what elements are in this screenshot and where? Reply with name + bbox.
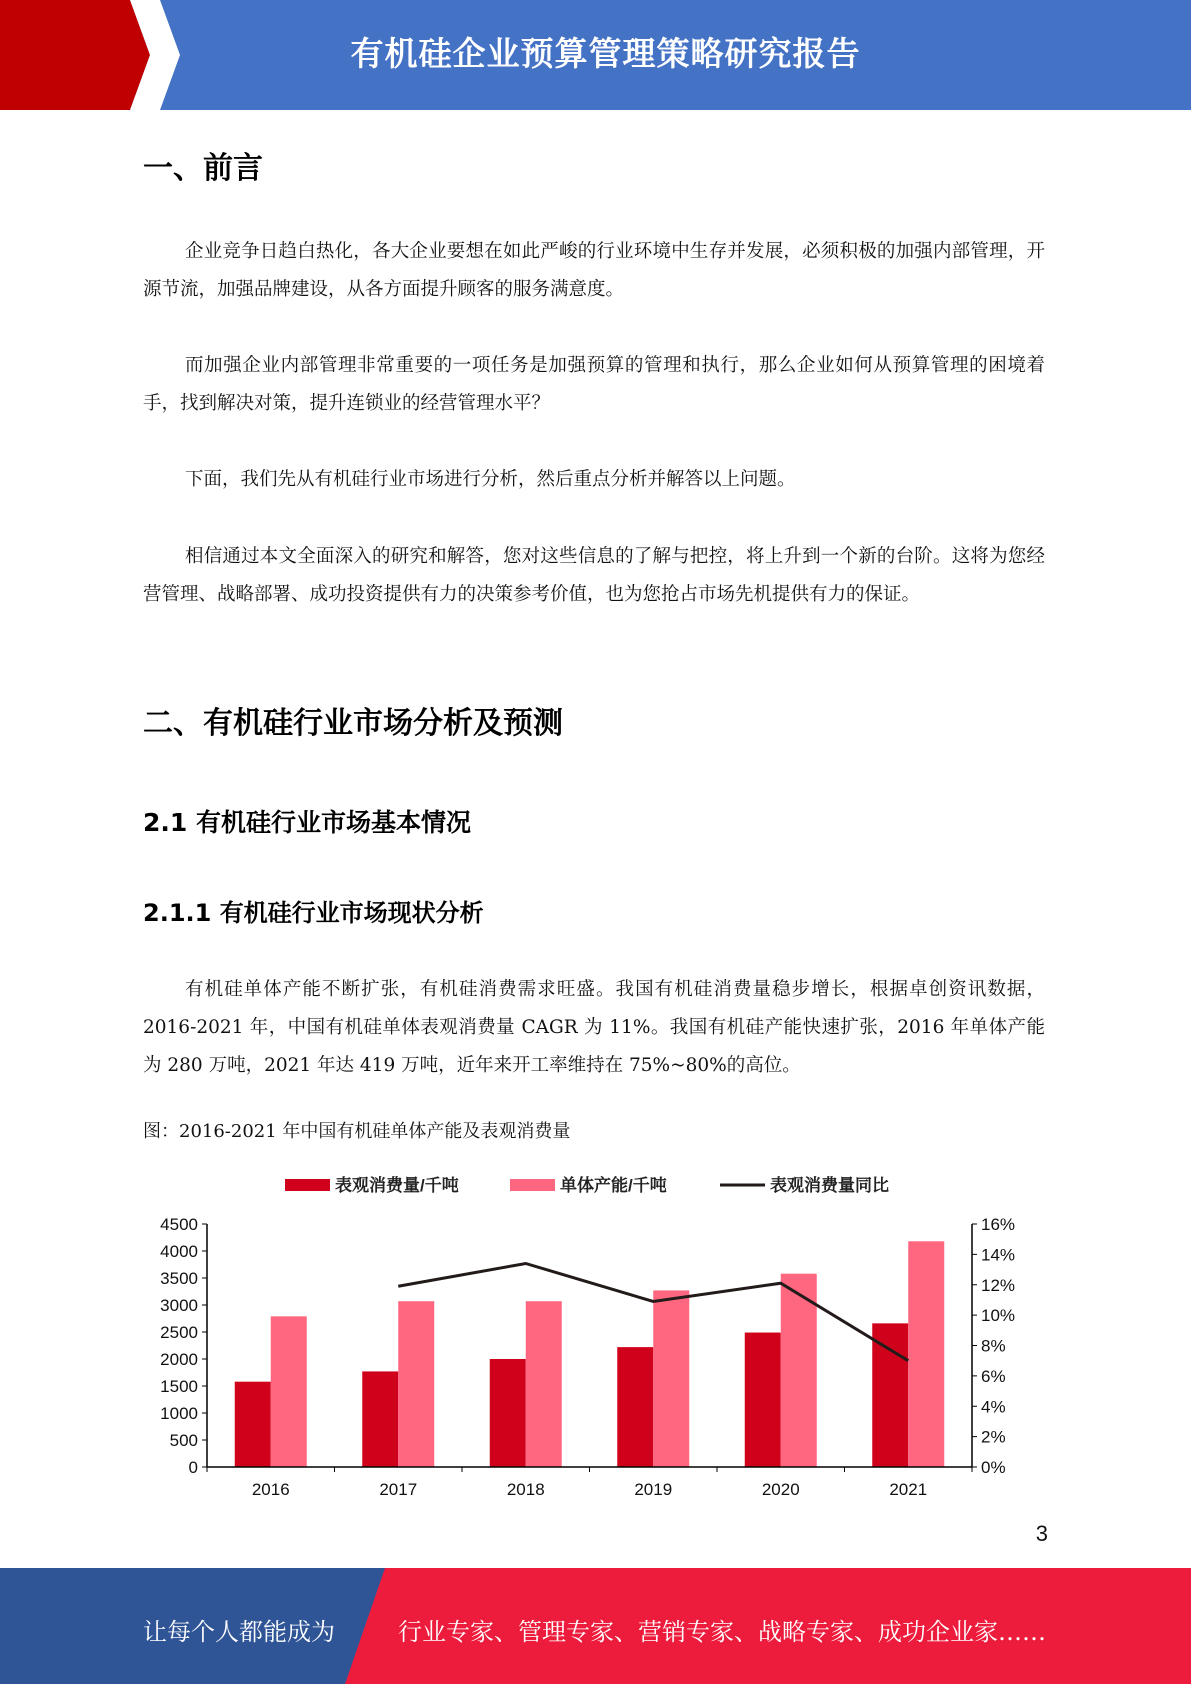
y-tick-label-right: 8% [981, 1336, 1006, 1356]
legend-swatch [285, 1179, 330, 1191]
bar [872, 1323, 908, 1467]
legend-label: 表观消费量/千吨 [335, 1176, 459, 1195]
section-2-1-1-title: 2.1.1 有机硅行业市场现状分析 [143, 899, 484, 927]
y-tick-label-left: 3500 [160, 1269, 198, 1288]
section-1-paragraph-4: 相信通过本文全面深入的研究和解答，您对这些信息的了解与把控，将上升到一个新的台阶。这将为您经营管理、战略部署、成功投资提供有力的决策参考价值，也为您抢占市场先机提供有力的保证。 [143, 546, 1045, 605]
y-tick-label-left: 2500 [160, 1323, 198, 1342]
bar [653, 1290, 689, 1467]
y-tick-label-right: 12% [981, 1275, 1016, 1295]
legend-label: 单体产能/千吨 [560, 1176, 667, 1195]
x-tick-label: 2019 [634, 1480, 673, 1499]
y-tick-label-right: 4% [981, 1397, 1006, 1417]
x-tick-label: 2020 [761, 1480, 800, 1499]
section-2-1-1-paragraph: 有机硅单体产能不断扩张，有机硅消费需求旺盛。我国有机硅消费量稳步增长，根据卓创资讯数据，2016-2021 年，中国有机硅单体表观消费量 CAGR 为 11%。我国有机硅产能快速扩张，2016 年单体产能为 280 万吨，2021 年达 419 万吨，近年来开工率维持在 75%~80%的高位。 [143, 979, 1045, 1076]
bar [398, 1301, 434, 1467]
figure-caption: 图：2016-2021 年中国有机硅单体产能及表观消费量 [143, 1121, 571, 1142]
y-tick-label-left: 500 [169, 1431, 198, 1450]
section-1-title: 一、前言 [143, 151, 263, 186]
y-tick-label-left: 4000 [160, 1242, 198, 1261]
bar [745, 1333, 781, 1467]
x-tick-label: 2018 [506, 1480, 545, 1499]
bar [235, 1382, 271, 1467]
footer-slogan-right: 行业专家、管理专家、营销专家、战略专家、成功企业家…… [398, 1618, 1046, 1646]
y-tick-label-right: 10% [981, 1306, 1016, 1326]
y-tick-label-right: 6% [981, 1366, 1006, 1386]
y-tick-label-right: 2% [981, 1427, 1006, 1447]
legend-label: 表观消费量同比 [770, 1176, 889, 1195]
x-tick-label: 2021 [889, 1480, 928, 1499]
page-footer [0, 1568, 1191, 1684]
section-2-title: 二、有机硅行业市场分析及预测 [143, 706, 563, 741]
footer-slogan-left: 让每个人都能成为 [143, 1618, 335, 1646]
section-1-paragraph-1: 企业竞争日趋白热化，各大企业要想在如此严峻的行业环境中生存并发展，必须积极的加强内部管理，开源节流，加强品牌建设，从各方面提升顾客的服务满意度。 [143, 241, 1045, 300]
bar [271, 1316, 307, 1467]
bar [526, 1301, 562, 1467]
y-tick-label-left: 3000 [160, 1296, 198, 1315]
y-tick-label-left: 1500 [160, 1377, 198, 1396]
y-tick-label-right: 0% [981, 1458, 1006, 1477]
y-tick-label-left: 4500 [160, 1215, 198, 1234]
section-1-paragraph-3: 下面，我们先从有机硅行业市场进行分析，然后重点分析并解答以上问题。 [185, 469, 796, 490]
y-tick-label-left: 1000 [160, 1404, 198, 1423]
bar [490, 1359, 526, 1467]
bar [908, 1241, 944, 1467]
page-number: 3 [1035, 1521, 1048, 1546]
capacity-consumption-chart [140, 1162, 1050, 1517]
y-tick-label-left: 2000 [160, 1350, 198, 1369]
section-1-paragraph-2: 而加强企业内部管理非常重要的一项任务是加强预算的管理和执行，那么企业如何从预算管理的困境着手，找到解决对策，提升连锁业的经营管理水平？ [143, 355, 1045, 414]
y-tick-label-right: 16% [981, 1215, 1016, 1234]
y-tick-label-left: 0 [188, 1458, 198, 1477]
y-tick-label-right: 14% [981, 1245, 1016, 1265]
page-header [0, 0, 1191, 110]
legend-swatch [510, 1179, 555, 1191]
header-title: 有机硅企业预算管理策略研究报告 [350, 34, 861, 73]
bar [617, 1347, 653, 1467]
x-tick-label: 2017 [379, 1480, 418, 1499]
x-tick-label: 2016 [251, 1480, 290, 1499]
section-2-1-title: 2.1 有机硅行业市场基本情况 [143, 808, 471, 837]
bar [362, 1371, 398, 1467]
